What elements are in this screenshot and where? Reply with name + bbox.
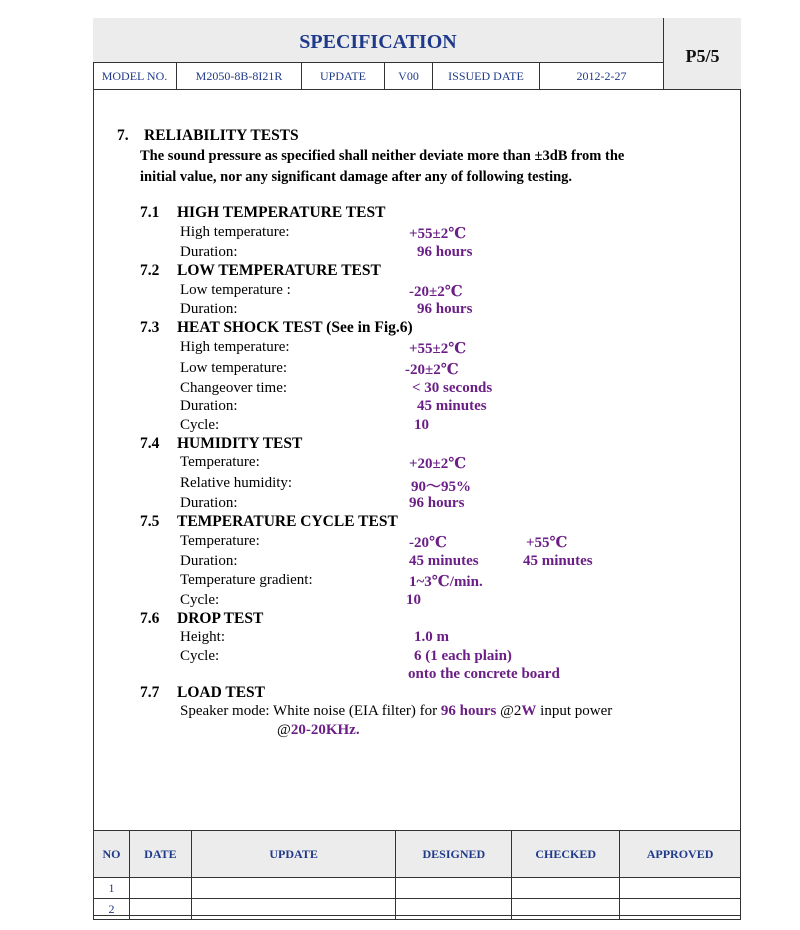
test-7-4-label-2: Relative humidity: <box>180 475 293 491</box>
row-checked <box>512 899 620 920</box>
test-7-6-value-1: 1.0 m <box>414 629 449 645</box>
test-7-2-value-2: 96 hours <box>417 301 473 317</box>
test-7-6-label-1: Height: <box>180 629 225 645</box>
test-7-2-value-1: -20±2℃ <box>409 284 463 300</box>
row-update <box>191 878 396 899</box>
test-7-5-label-1: Temperature: <box>180 533 260 549</box>
test-7-3-label-4: Duration: <box>180 398 238 414</box>
test-7-1-label-2: Duration: <box>180 244 238 260</box>
row-designed <box>396 878 512 899</box>
test-7-7-line-1 <box>180 703 612 720</box>
test-7-7-line-2-prefix: @ <box>277 722 291 738</box>
test-7-5-number: 7.5 <box>140 513 160 530</box>
test-7-3-number: 7.3 <box>140 319 160 336</box>
test-7-3-value-3: < 30 seconds <box>412 380 493 396</box>
intro-line-1: The sound pressure as specified shall neither deviate more than ±3dB from the <box>140 148 625 164</box>
test-7-6-title: DROP TEST <box>177 610 264 627</box>
row-number: 1 <box>94 878 130 899</box>
test-7-5-value-1a: -20℃ <box>409 535 447 551</box>
table-row <box>94 878 741 899</box>
test-7-7-title: LOAD TEST <box>177 684 266 701</box>
row-checked <box>512 878 620 899</box>
row-designed <box>396 899 512 920</box>
table-row <box>94 899 741 920</box>
test-7-4-title: HUMIDITY TEST <box>177 435 303 452</box>
col-no: NO <box>94 831 130 878</box>
test-7-1-title: HIGH TEMPERATURE TEST <box>177 204 386 221</box>
test-7-3-value-5: 10 <box>414 417 429 433</box>
test-7-3-value-1: +55±2℃ <box>409 341 467 357</box>
test-7-4-value-3: 96 hours <box>409 495 465 511</box>
update-value: V00 <box>385 63 433 89</box>
revision-header-row <box>94 831 741 878</box>
test-7-6-label-2: Cycle: <box>180 648 220 664</box>
title-cell <box>93 18 664 62</box>
doc-title: SPECIFICATION <box>299 31 457 53</box>
col-designed: DESIGNED <box>396 831 512 878</box>
model-value: M2050-8B-8I21R <box>177 63 302 89</box>
page-cell <box>664 18 741 90</box>
test-7-3-label-5: Cycle: <box>180 417 220 433</box>
test-7-3-label-1: High temperature: <box>180 339 290 355</box>
test-7-7-frequency: 20-20KHz. <box>290 722 360 738</box>
test-7-7-line-2 <box>277 722 360 739</box>
test-7-3-title: HEAT SHOCK TEST (See in Fig.6) <box>177 319 413 336</box>
test-7-5-title: TEMPERATURE CYCLE TEST <box>177 513 398 530</box>
test-7-7-line-1-suffix: input power <box>536 703 613 719</box>
test-7-6-value-3: onto the concrete board <box>408 666 560 682</box>
issued-value: 2012-2-27 <box>576 68 627 83</box>
test-7-2-label-1: Low temperature : <box>180 282 291 298</box>
test-7-7-at: @2 <box>496 703 522 719</box>
col-date: DATE <box>129 831 191 878</box>
col-approved: APPROVED <box>620 831 741 878</box>
test-7-4-value-1: +20±2℃ <box>409 456 467 472</box>
test-7-5-value-3: 1~3℃/min. <box>409 574 483 590</box>
test-7-5-label-4: Cycle: <box>180 592 220 608</box>
test-7-4-label-3: Duration: <box>180 495 238 511</box>
page-number: P5/5 <box>685 46 720 66</box>
section-title: RELIABILITY TESTS <box>144 127 299 144</box>
header-info-row <box>93 62 664 90</box>
row-update <box>191 899 396 920</box>
test-7-7-line-1-prefix: Speaker mode: White noise (EIA filter) for <box>180 703 441 719</box>
row-date <box>129 899 191 920</box>
test-7-1-value-1: +55±2℃ <box>409 226 467 242</box>
test-7-7-number: 7.7 <box>140 684 160 701</box>
test-7-3-value-4: 45 minutes <box>417 398 487 414</box>
row-approved <box>620 899 741 920</box>
test-7-5-value-2b: 45 minutes <box>523 553 593 569</box>
test-7-4-value-2: 90～95% <box>411 479 472 495</box>
col-update: UPDATE <box>191 831 396 878</box>
test-7-5-value-4: 10 <box>406 592 421 608</box>
revision-table <box>93 830 741 920</box>
test-7-2-title: LOW TEMPERATURE TEST <box>177 262 381 279</box>
col-checked: CHECKED <box>512 831 620 878</box>
model-label: MODEL NO. <box>93 63 177 89</box>
header-divider <box>664 89 741 90</box>
test-7-1-label-1: High temperature: <box>180 224 290 240</box>
test-7-7-hours: 96 hours <box>440 703 497 719</box>
test-7-3-label-3: Changeover time: <box>180 380 288 396</box>
intro-line-2: initial value, nor any significant damage after any of following testing. <box>140 169 573 185</box>
test-7-5-label-3: Temperature gradient: <box>180 572 313 588</box>
issued-label: ISSUED DATE <box>433 63 540 89</box>
test-7-7-watt: W <box>521 703 537 719</box>
test-7-2-label-2: Duration: <box>180 301 238 317</box>
row-date <box>129 878 191 899</box>
section-number: 7. <box>117 127 129 144</box>
test-7-6-number: 7.6 <box>140 610 160 627</box>
test-7-2-number: 7.2 <box>140 262 160 279</box>
test-7-3-label-2: Low temperature: <box>180 360 288 376</box>
test-7-3-value-2: -20±2℃ <box>405 362 459 378</box>
test-7-5-value-2a: 45 minutes <box>409 553 479 569</box>
row-approved <box>620 878 741 899</box>
update-label: UPDATE <box>302 63 385 89</box>
test-7-1-number: 7.1 <box>140 204 160 221</box>
test-7-5-value-1b: +55℃ <box>526 535 568 551</box>
test-7-6-value-2: 6 (1 each plain) <box>414 648 512 664</box>
test-7-5-label-2: Duration: <box>180 553 238 569</box>
test-7-1-value-2: 96 hours <box>417 244 473 260</box>
test-7-4-number: 7.4 <box>140 435 160 452</box>
row-number: 2 <box>94 899 130 920</box>
test-7-4-label-1: Temperature: <box>180 454 260 470</box>
